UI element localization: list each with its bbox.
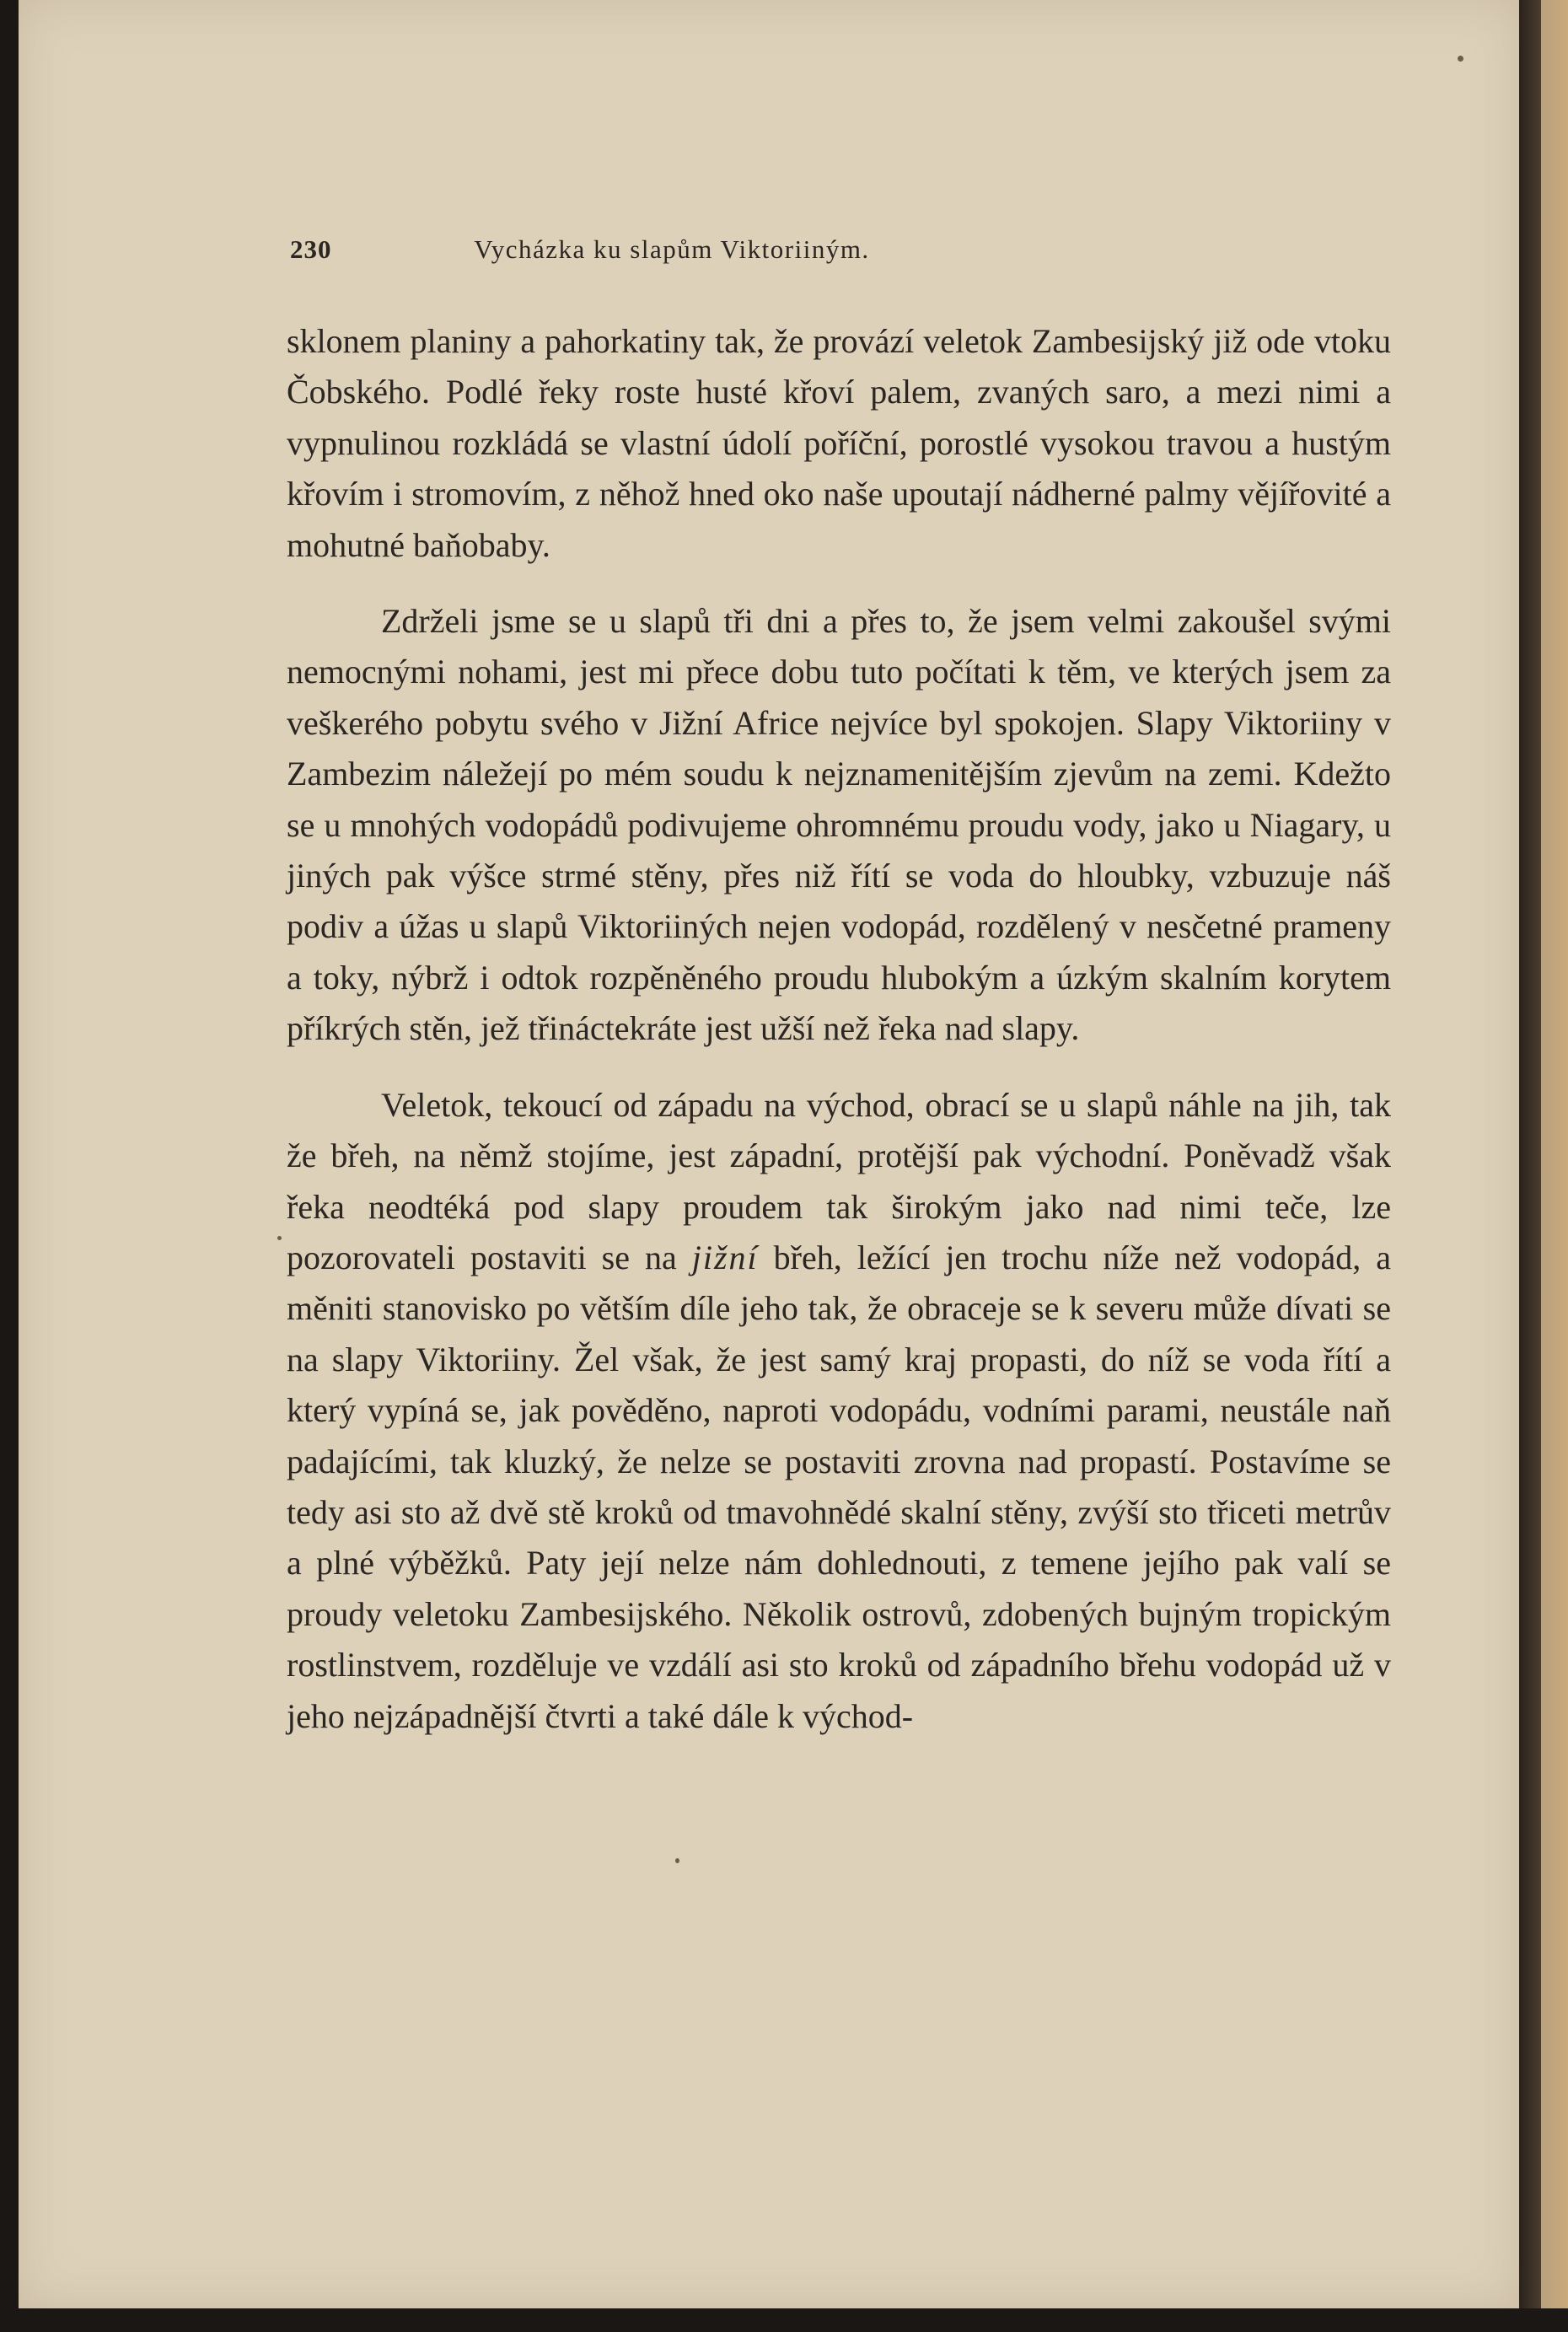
paper-speck <box>1458 56 1463 62</box>
next-page-edge <box>1541 0 1568 2308</box>
page-gutter <box>1519 0 1541 2308</box>
paragraph: Zdrželi jsme se u slapů tři dni a přes to, že jsem velmi zakoušel svými nemocnými nohami, jest mi přece dobu tuto počítati k těm, ve kterých jsem za veškerého pobytu svého v Jižní Africe nejvíce byl spokojen. Slapy Viktoriiny v Zambezim náležejí po mém soudu k nejznamenitějším zjevům na zemi. Kdežto se u mnohých vodopádů podivujeme ohromnému proudu vody, jako u Niagary, u jiných pak výšce strmé stěny, přes niž řítí se voda do hloubky, vzbuzuje náš podiv a úžas u slapů Viktoriiných nejen vodopád, rozdělený v nesčetné prameny a toky, nýbrž i odtok rozpěněného proudu hlubokým a úzkým skalním korytem příkrých stěn, jež třináctekráte jest užší než řeka nad slapy. <box>287 602 1391 1048</box>
paragraph: sklonem planiny a pahorkatiny tak, že provází veletok Zambesijský již ode vtoku Čobského. Podlé řeky roste husté křoví palem, zvaných saro, a mezi nimi a vypnulinou rozkládá se vlastní údolí poříční, porostlé vysokou travou a hustým křovím i stromovím, z něhož hned oko naše upoutají nádherné palmy vějířovité a mohutné baňobaby. <box>287 322 1391 564</box>
body-text <box>287 316 1391 1742</box>
paragraph-text: břeh, ležící jen trochu níže než vodopád, a měniti stanovisko po větším díle jeho tak, že obraceje se k severu může dívati se na slapy Viktoriiny. Žel však, že jest samý kraj propasti, do níž se voda řítí a který vypíná se, jak pověděno, naproti vodopádu, vodními parami, neustále naň padajícími, tak kluzký, že nelze se postaviti zrovna nad propastí. Postavíme se tedy asi sto až dvě stě kroků od tmavohnědé skalní stěny, zvýší sto třiceti metrův a plné výběžků. Paty její nelze nám dohlednouti, z temene jejího pak valí se proudy veletoku Zambesijského. Několik ostrovů, zdobených bujným tropickým rostlinstvem, rozděluje ve vzdálí asi sto kroků od západního břehu vodopád už v jeho nejzápadnější čtvrti a také dále k východ- <box>287 1238 1391 1735</box>
paper-speck <box>277 1236 282 1240</box>
page-number: 230 <box>290 234 332 264</box>
running-header <box>268 234 1076 271</box>
paragraph-text: Veletok, tekoucí od západu na východ, obrací se u slapů náhle na jih, tak že břeh, na němž stojíme, jest západní, protější pak východní. Poněvadž však řeka neodtéká pod slapy proudem tak širokým jako nad nimi teče, lze pozorovateli postaviti se na <box>287 1085 1391 1276</box>
paper-speck <box>675 1858 679 1863</box>
running-title: Vycházka ku slapům Viktoriiným. <box>474 234 870 264</box>
emphasized-word: jižní <box>691 1238 759 1276</box>
paragraph <box>287 1080 1391 1742</box>
